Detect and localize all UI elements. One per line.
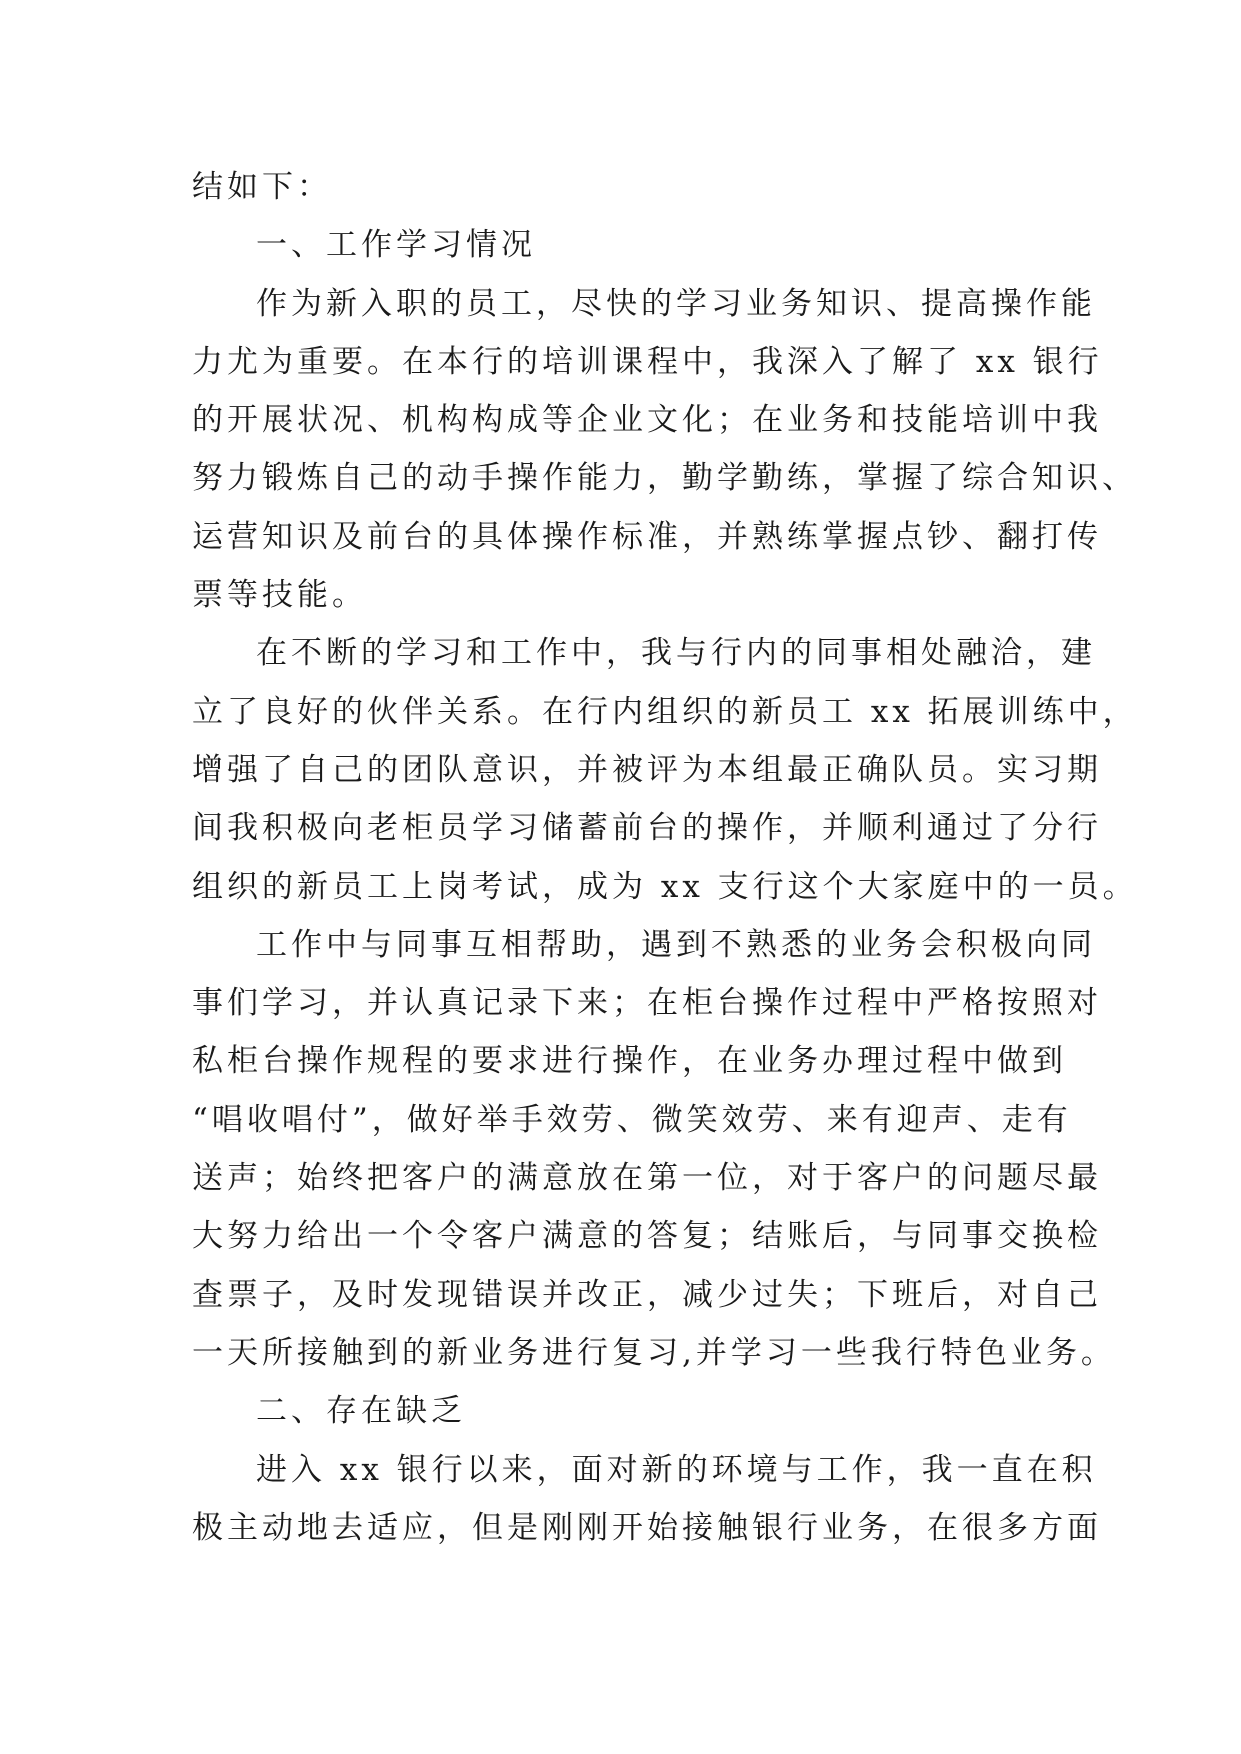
text-line: 私柜台操作规程的要求进行操作，在业务办理过程中做到 [192, 1043, 1067, 1080]
text-line: 工作中与同事互相帮助，遇到不熟悉的业务会积极向同 [256, 926, 1096, 963]
text-line: 事们学习，并认真记录下来；在柜台操作过程中严格按照对 [192, 985, 1102, 1022]
document-body [192, 158, 1138, 1557]
text-line: “唱收唱付”，做好举手效劳、微笑效劳、来有迎声、走有 [192, 1101, 1072, 1138]
text-line: 的开展状况、机构构成等企业文化；在业务和技能培训中我 [192, 402, 1102, 439]
text-line: 组织的新员工上岗考试，成为 xx 支行这个大家庭中的一员。 [192, 868, 1138, 905]
text-line: 努力锻炼自己的动手操作能力，勤学勤练，掌握了综合知识、 [192, 460, 1137, 497]
text-line: 一天所接触到的新业务进行复习,并学习一些我行特色业务。 [192, 1334, 1116, 1371]
text-line: 运营知识及前台的具体操作标准，并熟练掌握点钞、翻打传 [192, 518, 1102, 555]
text-line: 票等技能。 [192, 577, 367, 614]
text-line: 极主动地去适应，但是刚刚开始接触银行业务，在很多方面 [192, 1509, 1102, 1546]
text-line: 作为新入职的员工，尽快的学习业务知识、提高操作能 [256, 285, 1096, 322]
text-line: 立了良好的伙伴关系。在行内组织的新员工 xx 拓展训练中， [192, 693, 1138, 730]
text-line: 力尤为重要。在本行的培训课程中，我深入了解了 xx 银行 [192, 343, 1103, 380]
text-line: 查票子，及时发现错误并改正，减少过失；下班后，对自己 [192, 1276, 1102, 1313]
text-line: 结如下： [192, 169, 332, 205]
section-heading: 一、工作学习情况 [256, 227, 536, 264]
section-heading: 二、存在缺乏 [256, 1393, 466, 1430]
text-line: 间我积极向老柜员学习储蓄前台的操作，并顺利通过了分行 [192, 810, 1102, 847]
text-line: 大努力给出一个令客户满意的答复；结账后，与同事交换检 [192, 1218, 1102, 1255]
text-line: 增强了自己的团队意识，并被评为本组最正确队员。实习期 [192, 751, 1102, 788]
text-line: 送声；始终把客户的满意放在第一位，对于客户的问题尽最 [192, 1160, 1102, 1197]
text-line: 进入 xx 银行以来，面对新的环境与工作，我一直在积 [256, 1451, 1097, 1488]
text-line: 在不断的学习和工作中，我与行内的同事相处融洽，建 [256, 635, 1096, 672]
